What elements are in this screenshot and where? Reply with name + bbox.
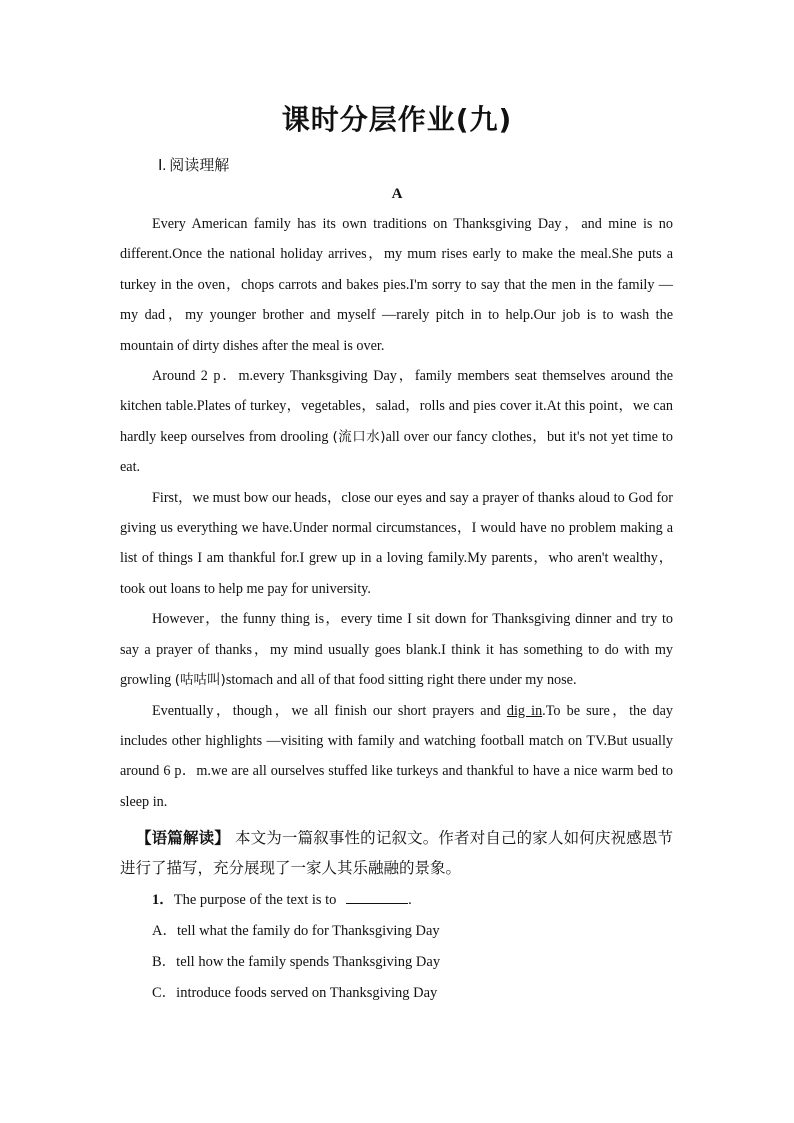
option-b: B．tell how the family spends Thanksgiving Day xyxy=(152,954,441,971)
paragraph-2-text-a: Around 2 p．m.every Thanksgiving Day，family members seat themselves around the kitchen table.Plates of turkey，vegetables，salad，rolls and pies cover it.At this point，we can hardly keep ourselves from drooling xyxy=(120,368,673,445)
page-title: 课时分层作业(九) xyxy=(281,103,513,136)
paragraph-5 xyxy=(120,696,673,818)
question-stem: The purpose of the text is to xyxy=(173,892,341,909)
section-label: 阅读理解 xyxy=(169,156,230,174)
passage-body xyxy=(120,209,673,1009)
option-c: C．introduce foods served on Thanksgiving Day xyxy=(152,985,438,1002)
question-end: . xyxy=(408,892,412,909)
passage-analysis xyxy=(120,823,673,883)
paragraph-3: First，we must bow our heads，close our eyes and say a prayer of thanks aloud to God for giving us everything we have.Under normal circumstances，I would have no problem making a list of things I am thankful for.I grew up in a loving family.My parents，who aren't wealthy，took out loans to help me pay for university. xyxy=(120,489,673,597)
paragraph-5-text-a: Eventually，though，we all finish our short prayers and xyxy=(152,702,507,719)
section-numeral: Ⅰ. xyxy=(158,158,167,174)
paragraph-4 xyxy=(120,604,673,695)
paragraph-2-gloss: (流口水) xyxy=(332,428,386,445)
underlined-phrase: dig in xyxy=(506,702,543,719)
paragraph-5-text-b: .To be sure，the day includes other highlights —visiting with family and watching football match on TV.But usually around 6 p．m.we are all ourselves stuffed like turkeys and thankful to have a nice warm bed to sleep in. xyxy=(120,702,673,810)
answer-blank xyxy=(346,891,408,904)
paragraph-1: Every American family has its own traditions on Thanksgiving Day，and mine is no different.Once the national holiday arrives，my mum rises early to make the meal.She puts a turkey in the oven，chops carrots and bakes pies.I'm sorry to say that the men in the family —my dad，my younger brother and myself —rarely pitch in to help.Our job is to wash the mountain of dirty dishes after the meal is over. xyxy=(120,216,673,354)
paragraph-2 xyxy=(120,361,673,483)
paragraph-4-text-a: However，the funny thing is，every time I sit down for Thanksgiving dinner and try to say a prayer of thanks，my mind usually goes blank.I think it has something to do with my growling xyxy=(120,611,673,689)
paragraph-2-text-b: all over our fancy clothes，but it's not yet time to eat. xyxy=(120,428,673,476)
question-1 xyxy=(152,885,673,916)
analysis-tag: 【语篇解读】 xyxy=(136,829,230,848)
question-number: 1． xyxy=(152,892,174,909)
analysis-text: 本文为一篇叙事性的记叙文。作者对自己的家人如何庆祝感恩节进行了描写，充分展现了一家人其乐融融的景象。 xyxy=(120,829,673,878)
paragraph-4-gloss: (咕咕叫) xyxy=(174,672,226,689)
section-heading xyxy=(158,154,229,175)
option-a: A．tell what the family do for Thanksgiving Day xyxy=(152,923,440,940)
passage-letter: A xyxy=(391,186,403,202)
paragraph-4-text-b: stomach and all of that food sitting right there under my nose. xyxy=(225,672,577,689)
